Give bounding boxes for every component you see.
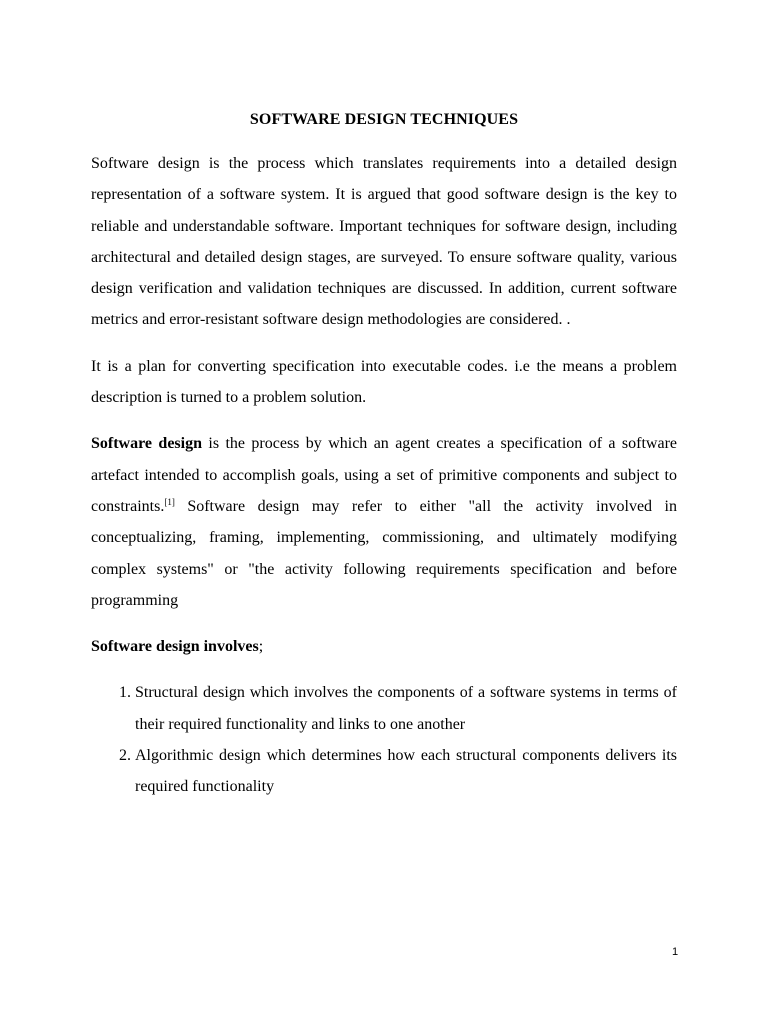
paragraph-text-part2: Software design may refer to either "all the activity involved in conceptualizing, framing, implementing, commissioning, and ultimately modifying complex systems" or "the activity following requirements specification and before programming — [91, 497, 677, 609]
list-item: 2. Algorithmic design which determines how each structural components delivers its required functionality — [135, 740, 677, 803]
citation-reference: [1] — [164, 496, 175, 507]
paragraph-plan: It is a plan for converting specification into executable codes. i.e the means a problem description is turned to a problem solution. — [91, 357, 677, 407]
involves-heading-trailing: ; — [258, 638, 264, 656]
paragraph-text-part1: is the process by which an agent creates a specification of a software artefact intended to accomplish goals, using a set of primitive components and subject to constraints. — [91, 435, 677, 515]
paragraph-definition: Software design is the process which translates requirements into a detailed design representation of a software system. It is argued that good software design is the key to reliable and understandable software. Important techniques for software design, including architectural and detailed design stages, are surveyed. To ensure software quality, various design verification and validation techniques are discussed. In addition, current software metrics and error-resistant software design methodologies are considered. . — [91, 155, 677, 329]
involves-heading-bold: Software design involves — [91, 638, 259, 656]
bold-lead-term: Software design — [91, 435, 202, 453]
page-number: 1 — [672, 946, 679, 958]
document-body — [91, 106, 677, 803]
document-title: SOFTWARE DESIGN TECHNIQUES — [249, 111, 519, 128]
list-item: 1. Structural design which involves the components of a software systems in terms of their required functionality and links to one another — [135, 677, 677, 740]
design-involves-list — [91, 677, 677, 802]
involves-heading — [91, 631, 677, 662]
paragraph-software-design — [91, 428, 677, 616]
